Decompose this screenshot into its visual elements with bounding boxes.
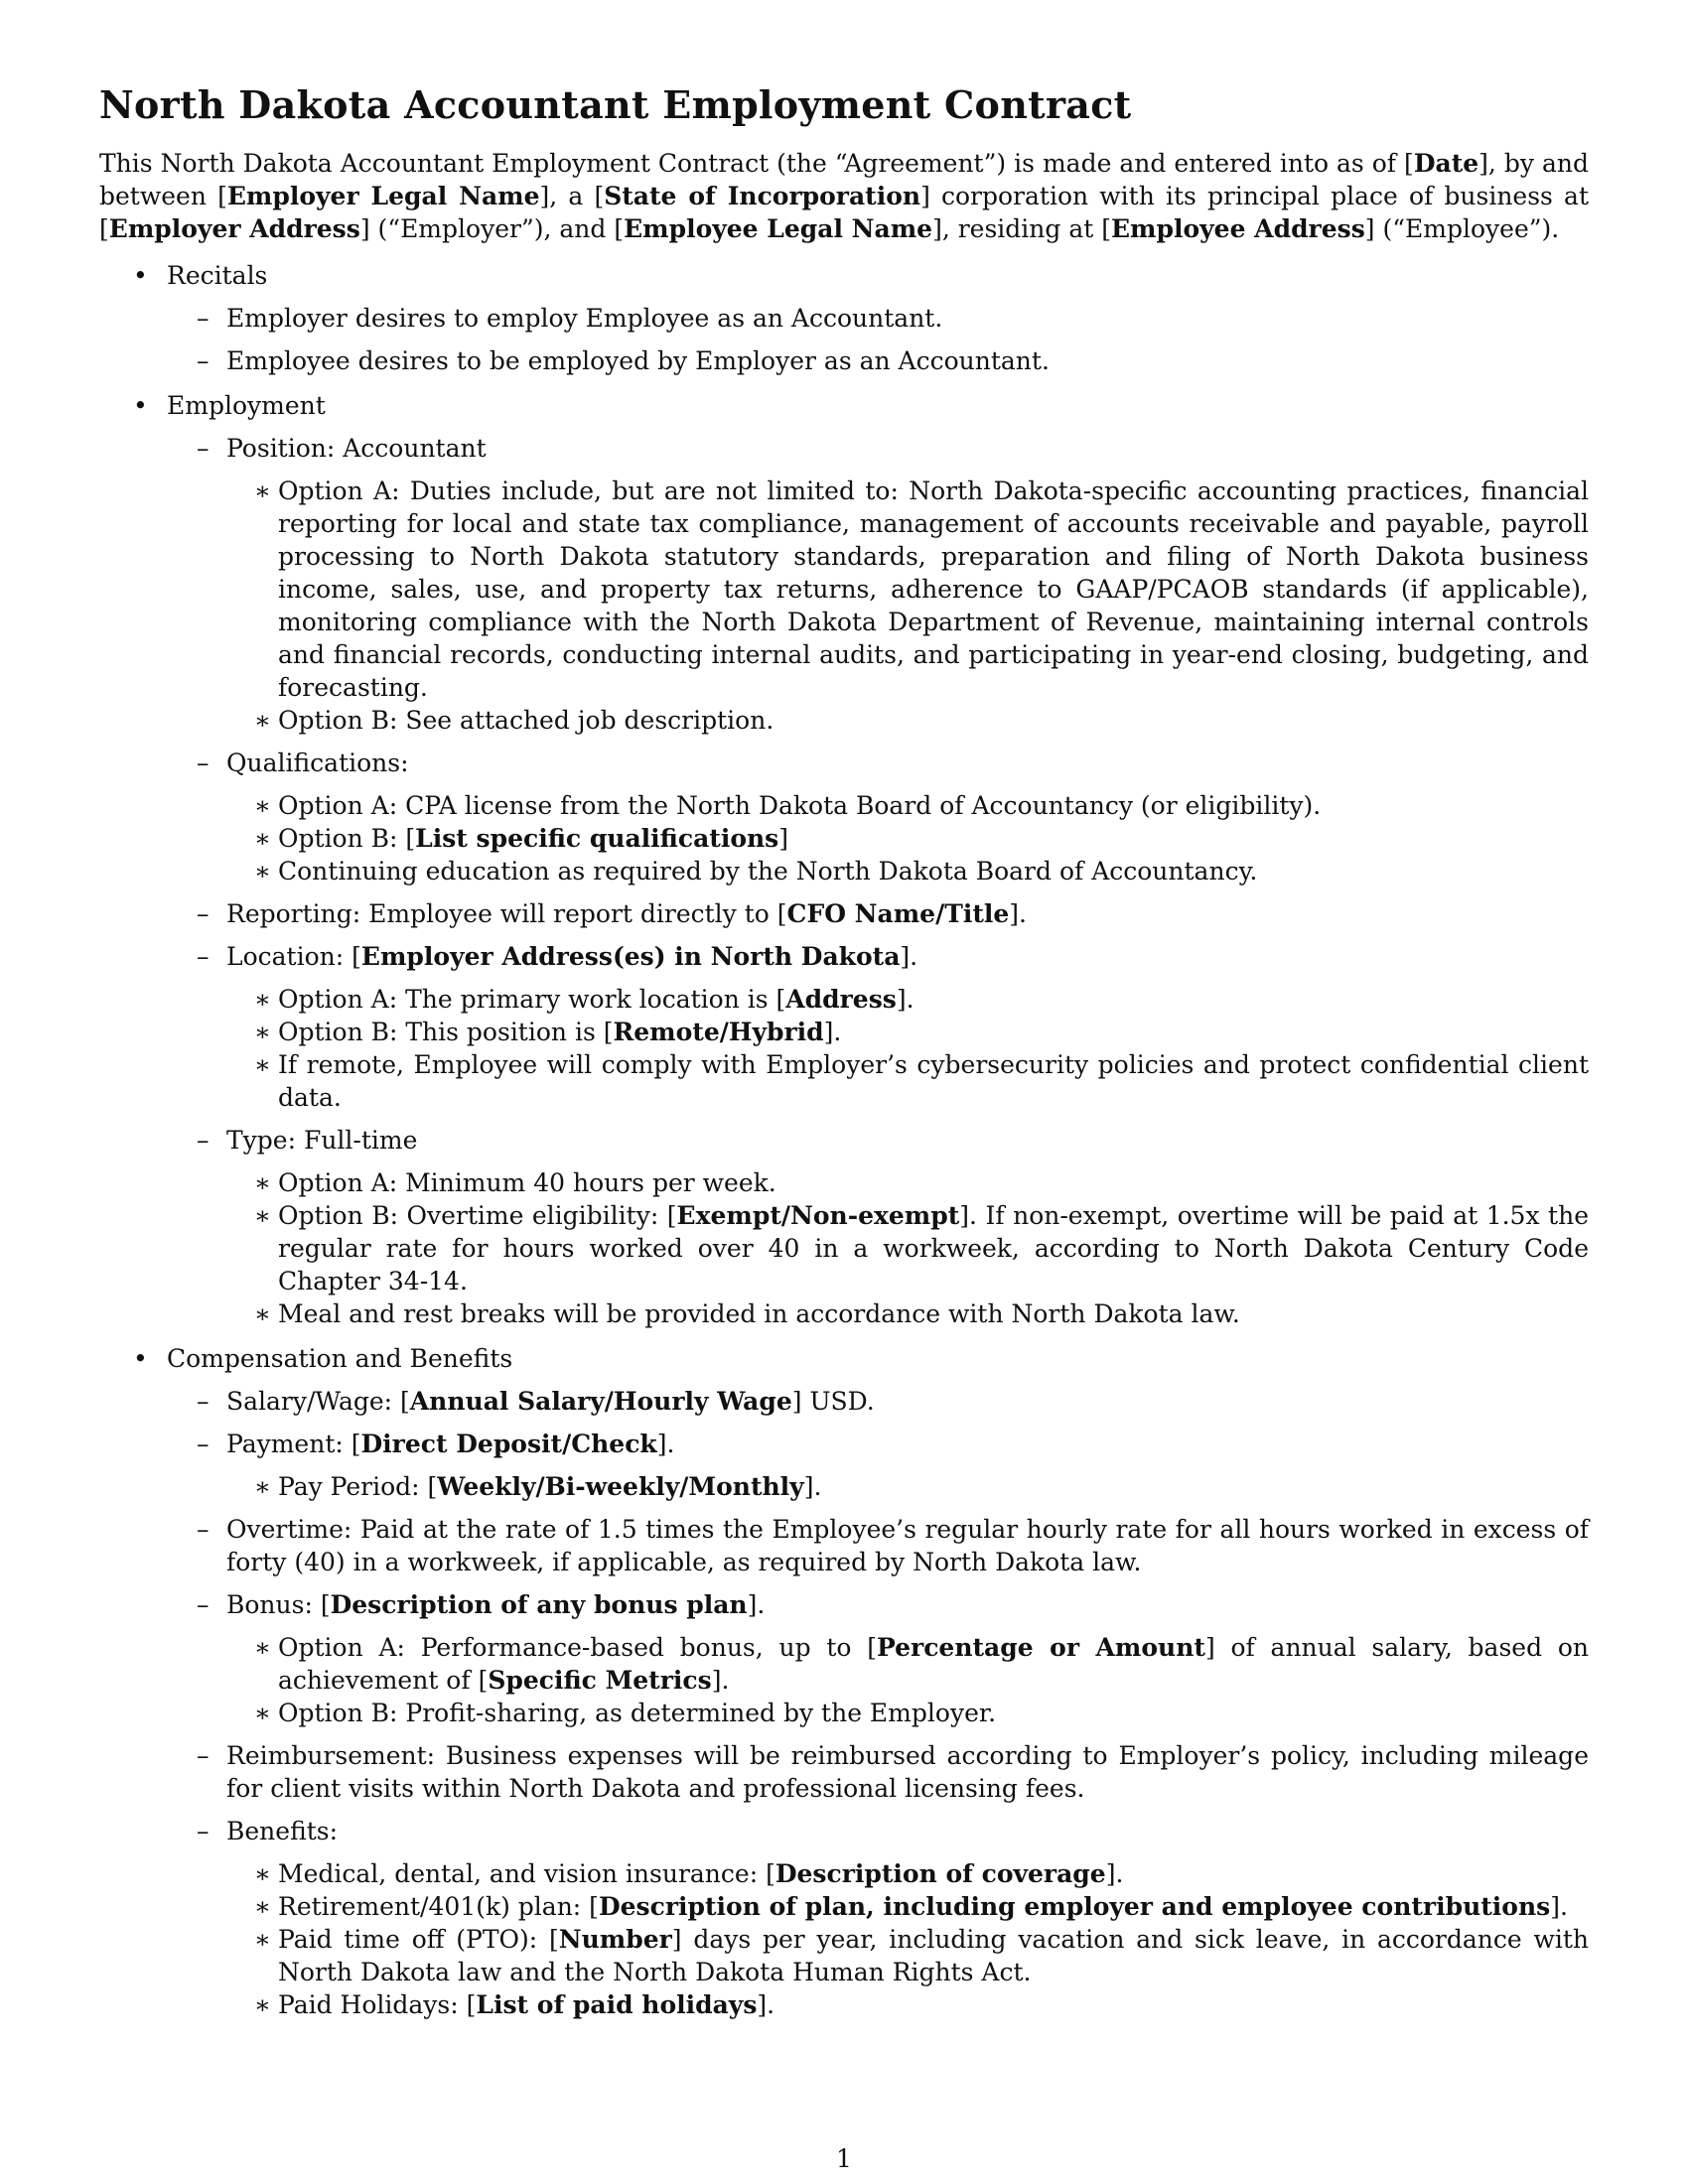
item-reporting: – Reporting: Employee will report directly to [CFO Name/Title]. xyxy=(197,899,1027,928)
placeholder-date: Date xyxy=(1413,149,1479,178)
star-marker: ∗ xyxy=(254,1633,271,1662)
list-item: ∗ Option A: Performance-based bonus, up to [Percentage or Amount] of annual salary, based on achievement of [Specific Metrics]. xyxy=(254,1633,1589,1695)
dash-marker: – xyxy=(197,1126,210,1155)
list-item: ∗ Paid time off (PTO): [Number] days per year, including vacation and sick leave, in accordance with North Dakota law and the North Dakota Human Rights Act. xyxy=(254,1925,1589,1986)
section-employment xyxy=(99,389,1589,1330)
document-title: North Dakota Accountant Employment Contract xyxy=(99,82,1132,127)
star-marker: ∗ xyxy=(254,791,271,820)
star-marker: ∗ xyxy=(254,1299,271,1328)
dash-marker: – xyxy=(197,1817,210,1845)
section-label: Employment xyxy=(167,391,326,420)
section-label: Compensation and Benefits xyxy=(167,1344,513,1373)
section-label: Recitals xyxy=(167,261,268,290)
item-overtime: – Overtime: Paid at the rate of 1.5 times the Employee’s regular hourly rate for all hours worked in excess of forty (40) in a workweek, if applicable, as required by North Dakota law. xyxy=(197,1515,1589,1576)
star-marker: ∗ xyxy=(254,1050,271,1079)
list-item: ∗ Option B: Overtime eligibility: [Exempt/Non-exempt]. If non-exempt, overtime will be paid at 1.5x the regular rate for hours worked over 40 in a workweek, according to North Dakota Century Code Chapter 34-14. xyxy=(254,1201,1589,1296)
dash-marker: – xyxy=(197,1590,210,1619)
list-item: ∗ Option A: Minimum 40 hours per week. xyxy=(254,1168,776,1197)
dash-marker: – xyxy=(197,942,210,971)
star-marker: ∗ xyxy=(254,824,271,853)
list-item: ∗ Option A: CPA license from the North Dakota Board of Accountancy (or eligibility). xyxy=(254,791,1322,820)
star-marker: ∗ xyxy=(254,1925,271,1954)
list-item: ∗ Continuing education as required by the North Dakota Board of Accountancy. xyxy=(254,857,1258,886)
list-item: ∗ Option B: See attached job description. xyxy=(254,706,774,735)
page-number: 1 xyxy=(836,2144,852,2173)
intro-paragraph: This North Dakota Accountant Employment Contract (the “Agreement”) is made and entered into as of [Date], by and between [Employer Legal Name], a [State of Incorporation] corporation with its principal place of business at [Employer Address] (“Employer”), and [Employee Legal Name], residing at [Employee Address] (“Employee”). xyxy=(99,149,1589,243)
star-marker: ∗ xyxy=(254,1990,271,2019)
dash-marker: – xyxy=(197,899,210,928)
placeholder-employee-address: Employee Address xyxy=(1110,214,1365,243)
list-item: ∗ Option B: Profit-sharing, as determined by the Employer. xyxy=(254,1699,997,1727)
star-marker: ∗ xyxy=(254,1018,271,1046)
dash-marker: – xyxy=(197,304,210,333)
list-item: ∗ Paid Holidays: [List of paid holidays]. xyxy=(254,1990,775,2019)
dash-marker: – xyxy=(197,1430,210,1458)
placeholder-employer-name: Employer Legal Name xyxy=(226,182,540,210)
list-item: ∗ Medical, dental, and vision insurance: [Description of coverage]. xyxy=(254,1859,1124,1888)
item-location: – Location: [Employer Address(es) in North Dakota]. ∗ Option A: The primary work location is [Address]. ∗ Option B: This position is [Remote/Hybrid]. ∗ If remote, Employee will comply with Employer’s cybersecurity policies and protect confidential client data. xyxy=(197,942,1589,1112)
item-reimbursement: – Reimbursement: Business expenses will be reimbursed according to Employer’s policy, including mileage for client visits within North Dakota and professional licensing fees. xyxy=(197,1741,1589,1803)
list-item: – Employee desires to be employed by Employer as an Accountant. xyxy=(197,346,1050,375)
list-item: ∗ Option A: Duties include, but are not limited to: North Dakota-specific accounting practices, financial reporting for local and state tax compliance, management of accounts receivable and payable, payroll processing to North Dakota statutory standards, preparation and filing of North Dakota business income, sales, use, and property tax returns, adherence to GAAP/PCAOB standards (if applicable), monitoring compliance with the North Dakota Department of Revenue, maintaining internal controls and financial records, conducting internal audits, and participating in year-end closing, budgeting, and forecasting. xyxy=(254,477,1589,702)
placeholder-employer-address: Employer Address xyxy=(108,214,360,243)
list-item: ∗ Retirement/401(k) plan: [Description of plan, including employer and employee contributions]. xyxy=(254,1892,1568,1921)
star-marker: ∗ xyxy=(254,1472,271,1501)
item-benefits: – Benefits: ∗ Medical, dental, and vision insurance: [Description of coverage]. ∗ Retirement/401(k) plan: [Description of plan, including employer and employee contributions]. ∗ Paid time off (PTO): [Number] days per year, including vacation and sick leave, in accordance with North Dakota law and the North Dakota Human Rights Act. ∗ Paid Holidays: [List of paid holidays]. xyxy=(197,1817,1589,2019)
section-compensation xyxy=(99,1342,1589,2021)
dash-marker: – xyxy=(197,1515,210,1544)
item-payment: – Payment: [Direct Deposit/Check]. ∗ Pay Period: [Weekly/Bi-weekly/Monthly]. xyxy=(167,1428,1589,1503)
dash-marker: – xyxy=(197,1741,210,1770)
list-item: ∗ If remote, Employee will comply with Employer’s cybersecurity policies and protect confidential client data. xyxy=(254,1050,1589,1112)
star-marker: ∗ xyxy=(254,706,271,735)
placeholder-employee-name: Employee Legal Name xyxy=(624,214,933,243)
list-item: – Employer desires to employ Employee as an Accountant. xyxy=(197,304,943,333)
star-marker: ∗ xyxy=(254,1699,271,1727)
item-type: – Type: Full-time ∗ Option A: Minimum 40 hours per week. ∗ Option B: Overtime eligibility: [Exempt/Non-exempt]. If non-exempt, overtime will be paid at 1.5x the regular rate for hours worked over 40 in a workweek, according to North Dakota Century Code Chapter 34-14. ∗ Meal and rest breaks will be provided in accordance with North Dakota law. xyxy=(197,1126,1589,1328)
dash-marker: – xyxy=(197,434,210,463)
star-marker: ∗ xyxy=(254,857,271,886)
star-marker: ∗ xyxy=(254,1168,271,1197)
dash-marker: – xyxy=(197,346,210,375)
list-item: ∗ Option B: [List specific qualifications] xyxy=(254,824,789,853)
item-qualifications: – Qualifications: ∗ Option A: CPA license from the North Dakota Board of Accountancy (or eligibility). ∗ Option B: [List specific qualifications] ∗ Continuing education as required by the North Dakota Board of Accountancy. xyxy=(167,747,1589,887)
star-marker: ∗ xyxy=(254,1859,271,1888)
item-bonus: – Bonus: [Description of any bonus plan]. ∗ Option A: Performance-based bonus, up to [Percentage or Amount] of annual salary, based on achievement of [Specific Metrics]. ∗ Option B: Profit-sharing, as determined by the Employer. xyxy=(197,1590,1589,1727)
star-marker: ∗ xyxy=(254,1892,271,1921)
list-item: ∗ Option A: The primary work location is [Address]. xyxy=(254,985,914,1014)
bullet-marker: • xyxy=(133,261,148,290)
star-marker: ∗ xyxy=(254,477,271,505)
star-marker: ∗ xyxy=(254,1201,271,1230)
list-item: ∗ Meal and rest breaks will be provided in accordance with North Dakota law. xyxy=(254,1299,1240,1328)
section-recitals xyxy=(99,259,1589,377)
dash-marker: – xyxy=(197,1387,210,1416)
bullet-marker: • xyxy=(133,1344,148,1373)
document-body xyxy=(99,81,1589,2033)
list-item: ∗ Option B: This position is [Remote/Hybrid]. xyxy=(254,1018,842,1046)
list-item: ∗ Pay Period: [Weekly/Bi-weekly/Monthly]. xyxy=(254,1472,822,1501)
item-position: – Position: Accountant ∗ Option A: Duties include, but are not limited to: North Dakota-specific accounting practices, financial reporting for local and state tax compliance, management of accounts receivable and payable, payroll processing to North Dakota statutory standards, preparation and filing of North Dakota business income, sales, use, and property tax returns, adherence to GAAP/PCAOB standards (if applicable), monitoring compliance with the North Dakota Department of Revenue, maintaining internal controls and financial records, conducting internal audits, and participating in year-end closing, budgeting, and forecasting. ∗ Option B: See attached job description. xyxy=(197,434,1589,735)
bullet-marker: • xyxy=(133,391,148,420)
placeholder-state: State of Incorporation xyxy=(604,182,921,210)
section-list xyxy=(99,259,1589,2021)
dash-marker: – xyxy=(197,749,210,777)
item-salary: – Salary/Wage: [Annual Salary/Hourly Wage] USD. xyxy=(197,1387,875,1416)
star-marker: ∗ xyxy=(254,985,271,1014)
